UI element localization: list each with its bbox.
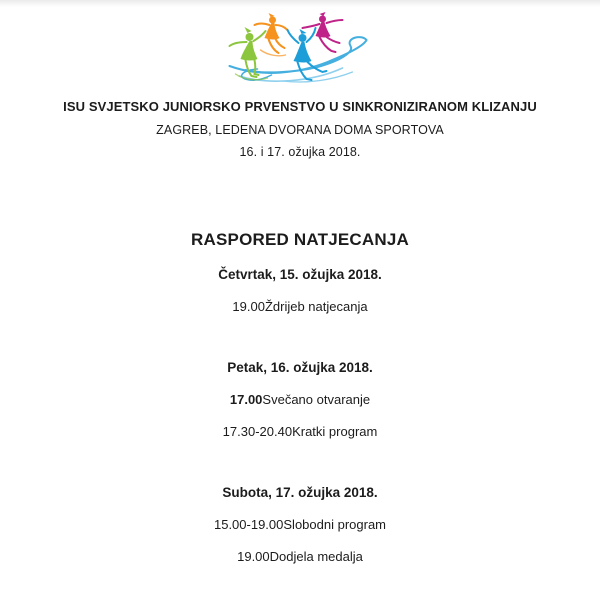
entry-time: 15.00-19.00 xyxy=(213,517,284,532)
schedule-entry xyxy=(0,541,600,573)
entry-text: Ždrijeb natjecanja xyxy=(264,299,368,314)
event-title: ISU SVJETSKO JUNIORSKO PRVENSTVO U SINKRONIZIRANOM KLIZANJU xyxy=(63,99,537,114)
day-heading: Subota, 17. ožujka 2018. xyxy=(222,485,378,500)
synchro-skating-logo-icon xyxy=(225,12,375,90)
skater-figure-orange-icon xyxy=(255,13,288,56)
event-logo xyxy=(0,0,600,90)
skater-figure-pink-icon xyxy=(303,12,343,52)
schedule-title: RASPORED NATJECANJA xyxy=(191,229,409,249)
document-header xyxy=(0,96,600,164)
entry-text: Svečano otvaranje xyxy=(262,392,371,407)
entry-time: 17.00 xyxy=(229,392,263,407)
entry-time: 19.00 xyxy=(237,549,270,564)
entry-time: 19.00 xyxy=(232,299,265,314)
day-heading: Petak, 16. ožujka 2018. xyxy=(227,360,373,375)
entry-text: Dodjela medalja xyxy=(269,549,363,564)
event-venue: ZAGREB, LEDENA DVORANA DOMA SPORTOVA xyxy=(156,122,444,137)
day-section-saturday xyxy=(0,477,600,573)
page-top-shadow xyxy=(0,0,600,7)
day-heading: Četvrtak, 15. ožujka 2018. xyxy=(218,267,382,282)
schedule-entry xyxy=(0,384,600,416)
event-dates: 16. i 17. ožujka 2018. xyxy=(239,145,361,159)
entry-time: 17.30-20.40 xyxy=(222,424,293,439)
schedule-entry xyxy=(0,291,600,323)
schedule-entry xyxy=(0,509,600,541)
entry-text: Kratki program xyxy=(292,424,378,439)
entry-text: Slobodni program xyxy=(283,517,387,532)
day-section-thursday xyxy=(0,259,600,323)
schedule-entry xyxy=(0,416,600,448)
day-section-friday xyxy=(0,352,600,448)
